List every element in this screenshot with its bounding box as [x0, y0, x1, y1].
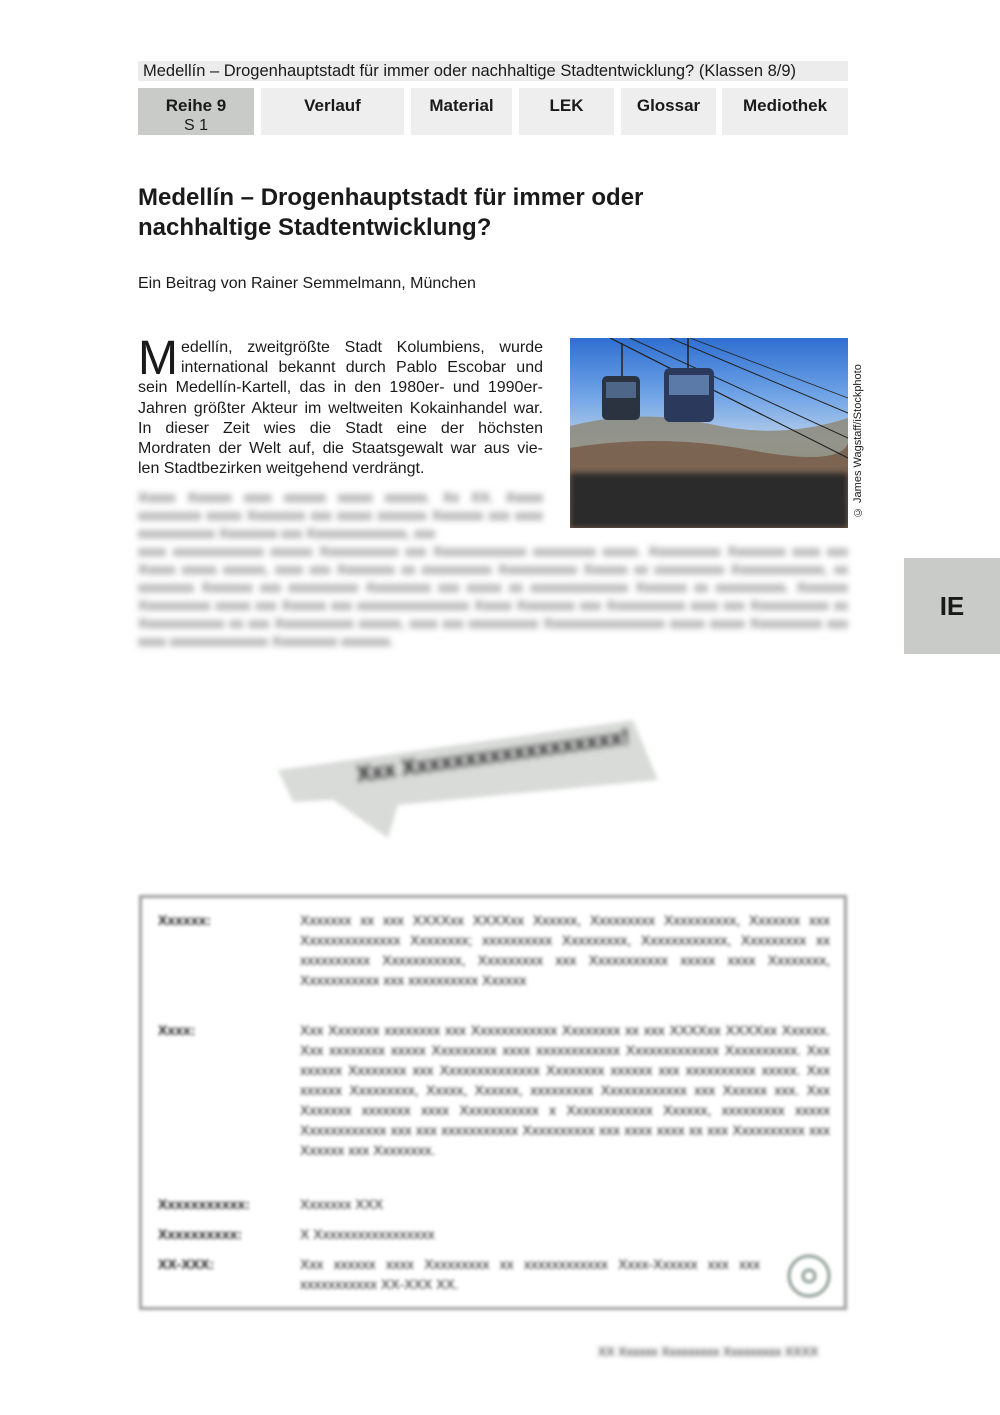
info-box	[139, 895, 847, 1310]
nav-tab-mediothek[interactable]	[722, 88, 848, 135]
nav-tab-mediothek-label: Mediothek	[742, 96, 828, 115]
info-text: Xxxxxxx xx xxx XXXXxx XXXXxx Xxxxxx, Xxxxxxxxx Xxxxxxxxxx, Xxxxxxx xxx Xxxxxxxxxxxxxx Xxxxxxxx; xxxxxxxxxx Xxxxxxxxx, Xxxxxxxxxxxx, Xxxxxxxxx xx xxxxxxxxxx Xxxxxxxxxxx, Xxxxxxxxx xxx Xxxxxxxxxxx xxxxx xxxx Xxxxxxxx, Xxxxxxxxxxx xxx xxxxxxxxxx Xxxxxx	[300, 912, 830, 988]
nav-tab-lek[interactable]	[519, 88, 614, 135]
nav-tab-verlauf[interactable]	[261, 88, 404, 135]
info-label: Xxxxxxxxxx:	[158, 1226, 243, 1242]
info-text: Xxx Xxxxxxx xxxxxxxx xxx Xxxxxxxxxxxx Xxxxxxxx xx xxx XXXXxx XXXXxx Xxxxxx. Xxx xxxxxxxx xxxxx Xxxxxxxxx xxxx xxxxxxxxxxxx Xxxxxxxxxxxxx Xxxxxxxxxx. Xxx xxxxxx Xxxxxxxx xxx Xxxxxxxxxxxxxx Xxxxxxxx xxxxxx xxx xxxxxxxxxx xxxxx. Xxx xxxxxx Xxxxxxxxx, Xxxxx, Xxxxxx, xxxxxxxxx Xxxxxxxxxxxx xxx Xxxxxx xxx. Xxx Xxxxxxx xxxxxxx xxxx Xxxxxxxxxxx x Xxxxxxxxxxxx Xxxxxx, xxxxxxxxx xxxxx Xxxxxxxxxxxx xxx xxx xxxxxxxxxxx Xxxxxxxxxx xxx xxxx xxxx xx xxx Xxxxxxxxxx xxx Xxxxxx xxx Xxxxxxxx.	[300, 1022, 830, 1158]
lead-line: Jahren größter Akteur im weltweiten Kokainhandel	[138, 399, 507, 417]
author-line: Ein Beitrag von Rainer Semmelmann, München	[138, 275, 476, 292]
page-title	[138, 183, 818, 243]
nav-tab-reihe[interactable]	[138, 88, 254, 135]
page-title-line-1: Medellín – Drogenhauptstadt für immer oder	[138, 184, 644, 211]
nav-tab-glossar[interactable]	[621, 88, 716, 135]
drop-cap: M	[138, 332, 178, 385]
side-tab	[904, 558, 1000, 654]
photo-blurred-band	[570, 473, 848, 528]
lead-line: Mordraten der Welt auf, die Staatsgewalt war aus vie-	[138, 440, 543, 458]
nav-tab-lek-label: LEK	[549, 96, 584, 115]
nav-tab-material[interactable]	[411, 88, 512, 135]
blurred-paragraph: xxxx xxxxxxxxxxxxx xxxxxx Xxxxxxxxxxx xxx Xxxxxxxxxxxxx xxxxxxxxx xxxxx. Xxxxxxxxxx Xxxxxxxx xxxx xxx Xxxxx xxxxx xxxxxx, xxxx xxx Xxxxxxxx xx xxxxxxxxxx Xxxxxxxxxxx Xxxxxx xx xxxxxxxxxx Xxxxxxxxxxxxx, xx xxxxxxxx Xxxxxxx xxx xxxxxxxxxx Xxxxxxxxx xxx xxxxx xx xxxxxxxxxxxxxx Xxxxxxx xx xxxxxxxxxx. Xxxxxxx Xxxxxxxxxx xxxxx xxx Xxxxxx xxx xxxxxxxxxxxxxxxx Xxxxx Xxxxxxxx xxx Xxxxxxxxxxx xxxx xxx Xxxxxxxxxxx xx Xxxxxxxxxxxx xx xxx Xxxxxxxxxxx xxxxxx, xxxx xxx xxxxxxxxxx Xxxxxxxxxxxxxxxxx xxxxx xxxxx Xxxxxxxxxx xxx xxxx xxxxxxxxxxxxxx Xxxxxxxxx xxxxxxx.	[138, 543, 848, 649]
nav-tab-reihe-label: Reihe 9	[165, 96, 227, 115]
info-label: XX-XXX:	[158, 1256, 215, 1272]
nav-tab-reihe-page: S 1	[183, 117, 208, 134]
info-text: X Xxxxxxxxxxxxxxxxx	[300, 1226, 435, 1242]
lead-line: len Stadtbezirken weitgehend verdrängt.	[138, 460, 425, 478]
photo-credit	[850, 338, 868, 518]
footer-copyright: XX Xxxxxx Xxxxxxxxx Xxxxxxxxx XXXX	[598, 1345, 819, 1359]
cd-rom-icon	[786, 1253, 832, 1299]
lead-line: international bekannt durch Pablo Escobar und	[180, 359, 543, 377]
info-label: Xxxxxxxxxxx:	[158, 1196, 250, 1212]
lead-line: edellín, zweitgrößte Stadt Kolumbiens, wurde	[180, 339, 543, 356]
blurred-paragraph: Xxxxx Xxxxxx xxxx xxxxxx xxxxx xxxxxx. Xx XX. Xxxxx xxxxxxxxx xxxxx Xxxxxxxx xxx xxxxx xxxxxxx Xxxxxxx xxx xxxx xxxxxxxxxxx Xxxxxxxx xxx Xxxxxxxxxxxxxx, xxx	[138, 489, 543, 541]
info-label: Xxxx:	[158, 1022, 196, 1038]
photo-credit-text: © James Wagstaff/iStockphoto	[852, 364, 864, 518]
info-text: Xxxxxxx XXX	[300, 1196, 384, 1212]
lead-paragraph	[138, 332, 543, 479]
side-tab-label: IE	[939, 591, 965, 621]
nav-tab-glossar-label: Glossar	[636, 96, 701, 115]
header-title-strip: Medellín – Drogenhauptstadt für immer oder nachhaltige Stadtentwicklung? (Klassen 8/9)	[138, 61, 848, 81]
info-label: Xxxxxx:	[158, 912, 211, 928]
nav-bar	[138, 88, 848, 135]
cable-car-photo	[570, 338, 848, 528]
lead-line: sein Medellín-Kartell, das in den 1980er- und 1990er-	[138, 379, 543, 397]
info-text: Xxx xxxxxx xxxx Xxxxxxxxx xx xxxxxxxxxxxx Xxxx-Xxxxxx xxx xxx xxxxxxxxxxx XX-XXX XX.	[300, 1256, 760, 1292]
nav-tab-material-label: Material	[429, 96, 494, 115]
nav-tab-verlauf-label: Verlauf	[304, 96, 361, 115]
banner-label: Xxx Xxxxxxxxxxxxxxxxxx!	[355, 723, 632, 787]
page-title-line-2: nachhaltige Stadtentwicklung?	[138, 214, 492, 241]
lead-line: war. In dieser Zeit wies die Stadt eine der höchsten	[138, 399, 543, 437]
